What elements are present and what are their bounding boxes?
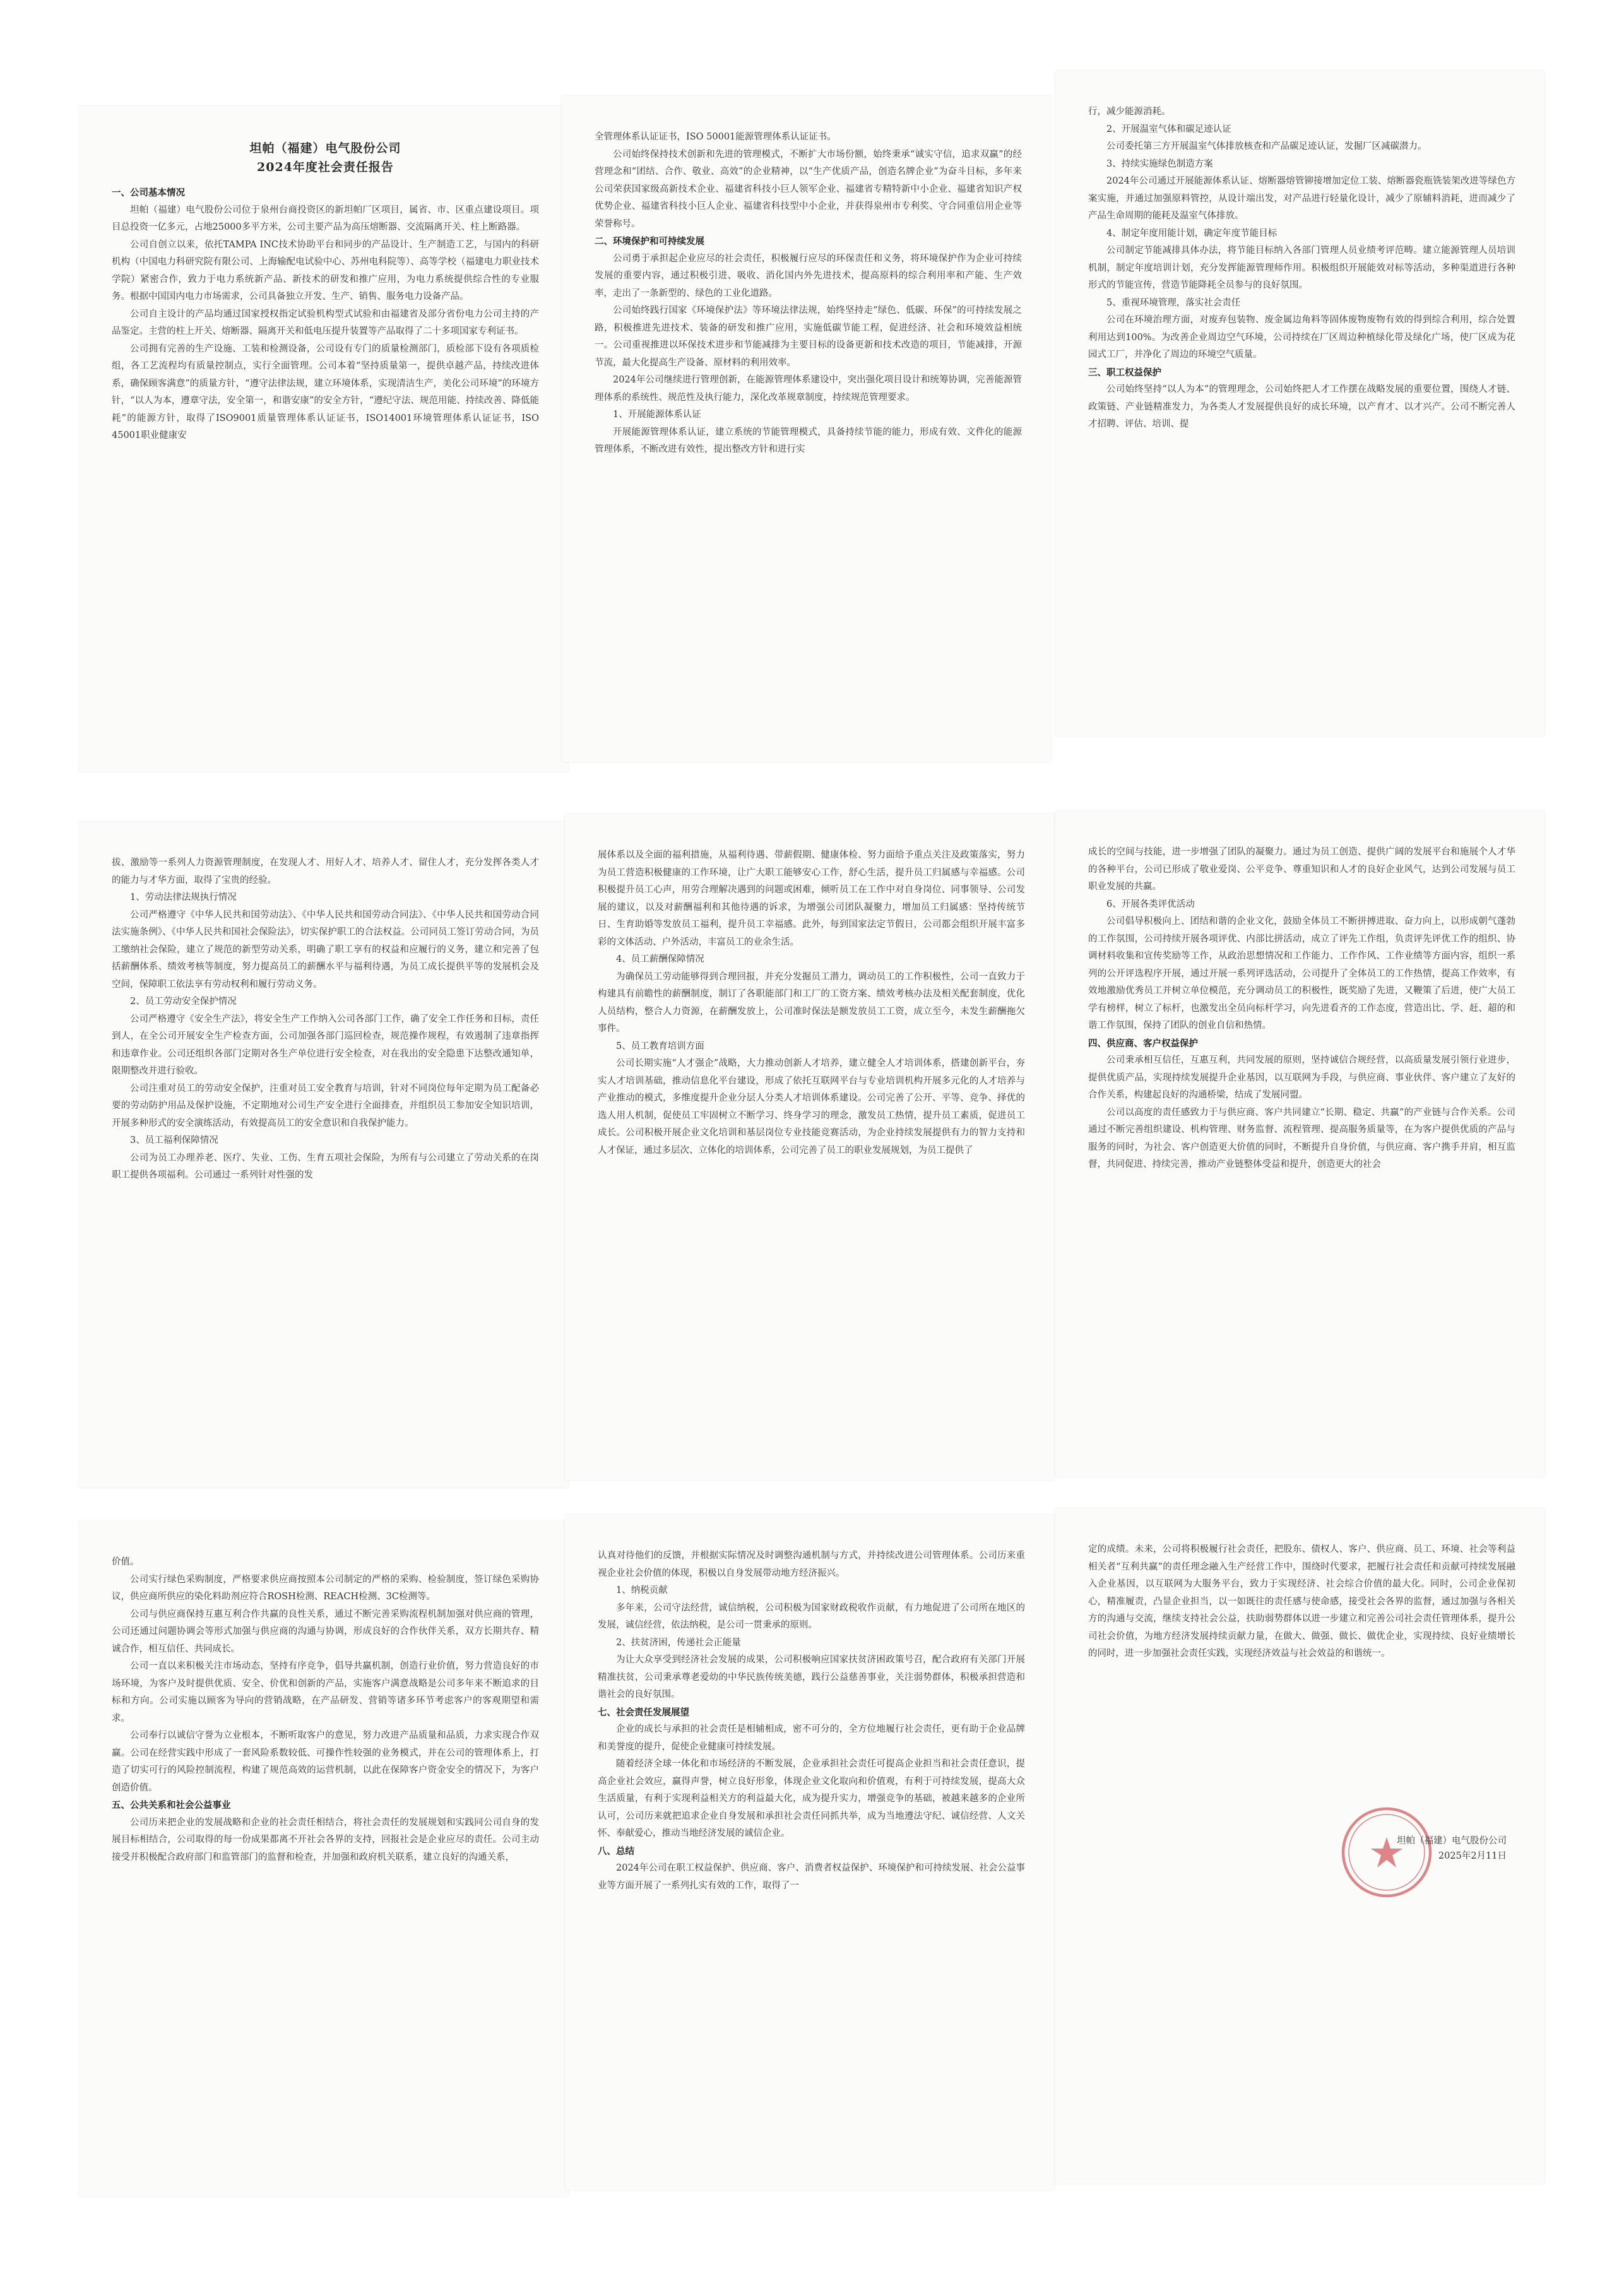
paragraph: 2024年公司在职工权益保护、供应商、客户、消费者权益保护、环境保护和可持续发展、社会公益事业等方面开展了一系列扎实有效的工作，取得了一 (598, 1863, 1025, 1891)
section-heading: 三、职工权益保护 (1088, 367, 1161, 378)
paragraph: 公司秉承相互信任，互惠互利，共同发展的原则，坚持诚信合规经营，以高质量发展引领行业进步，提供优质产品，实现持续发展提升企业基因，以互联网为手段，与供应商、事业伙伴、客户建立了友好的合作关系，构建起良好的沟通桥梁，结成了发展同盟。 (1088, 1055, 1515, 1100)
section-heading: 五、公共关系和社会公益事业 (112, 1800, 231, 1811)
report-page-9 (1055, 1508, 1544, 2184)
paragraph: 公司自创立以来，依托TAMPA INC技术协助平台和同步的产品设计、生产制造工艺，与国内的科研机构（中国电力科研究院有限公司、上海输配电试验中心、苏州电科院等）、高等学校（福建电力职业技术学院）紧密合作，致力于电力系统新产品、新技术的研发和推广应用，为电力系统提供综合性的专业服务。根据中国国内电力市场需求，公司具备独立开发、生产、销售、服务电力设备产品。 (112, 239, 539, 302)
subsection-heading: 4、员工薪酬保障情况 (616, 954, 704, 964)
subsection-heading: 2、扶贫济困，传递社会正能量 (616, 1637, 741, 1648)
paragraph-continuation: 全管理体系认证证书，ISO 50001能源管理体系认证证书。 (595, 132, 836, 142)
paragraph: 公司自主设计的产品均通过国家授权指定试验机构型式试验和由福建省及部分省份电力公司主持的产品鉴定。主营的柱上开关、熔断器、隔离开关和低电压提升装置等产品取得了二十多项国家专利证书。 (112, 309, 539, 336)
section-heading: 七、社会责任发展展望 (598, 1707, 689, 1718)
paragraph: 公司历来把企业的发展战略和企业的社会责任相结合，将社会责任的发展规划和实践同公司自身的发展目标相结合，公司取得的每一份成果都离不开社会各界的支持，回报社会是企业应尽的责任。公司主动接受并积极配合政府部门和监管部门的监督和检查，并加强和政府机关联系，建立良好的沟通关系， (112, 1817, 539, 1862)
report-title: 坦帕（福建）电气股份公司 (249, 141, 401, 155)
paragraph: 公司倡导积极向上、团结和谐的企业文化，鼓励全体员工不断拼搏进取、奋力向上，以形成朝气蓬勃的工作氛围，公司持续开展各项评优、内部比拼活动，成立了评先工作组，负责评先评优工作的组织、协调材料收集和宣传奖励等工作，从政治思想情况和工作能力、工作作风、工作业绩等方面内容，组织一系列的公开评选程序开展，通过开展一系列评选活动，公司提升了全体员工的工作热情，提高工作效率，有效地激励优秀员工并树立单位模范，充分调动员工的积极性，既奖励了先进，又鞭策了后进，使广大员工学有榜样，树立了标杆，也激发出全员向标杆学习，向先进看齐的工作态度，营造出比、学、赶、超的和谐工作氛围，保持了团队的创业自信和热情。 (1088, 916, 1515, 1031)
subsection-heading: 3、员工福利保障情况 (130, 1135, 218, 1145)
paragraph: 2024年公司通过开展能源体系认证、熔断器熔管铆接增加定位工装、熔断器瓷瓶铣装架改进等绿色方案实施，并通过加强原料管控，从设计端出发，对产品进行轻量化设计，减少了原辅料消耗，进而减少了产品生命周期的能耗及温室气体排放。 (1088, 176, 1515, 221)
report-page-7 (79, 1521, 568, 2196)
report-subtitle: 2024年度社会责任报告 (257, 160, 394, 174)
subsection-heading: 1、开展能源体系认证 (613, 410, 701, 420)
paragraph: 为确保员工劳动能够得到合理回报，并充分发掘员工潜力，调动员工的工作积极性，公司一直致力于构建具有前瞻性的薪酬制度，制订了各职能部门和工厂的工资方案、绩效考核办法及相关配套制度，优化人员结构，整合人力资源，在薪酬发放上，公司准时保法是额发放员工工资，成立至今，未发生薪酬拖欠事件。 (598, 971, 1025, 1034)
paragraph-continuation: 定的成绩。未来，公司将积极履行社会责任，把股东、债权人、客户、供应商、员工、环境、社会等利益相关者“互利共赢”的责任理念融入生产经营工作中，围绕时代要求，把履行社会责任和贡献可持续发展融入企业基因，以互联网为大服务平台，致力于实现经济、社会综合价值的最大化。同时，公司企业保初心，精准履责，凸显企业担当，以一如既往的责任感与使命感，接受社会各界的监督，通过加强与各相关方的沟通与交流，继续支持社会公益，扶助弱势群体以进一步建立和完善公司社会责任管理体系，提升公司社会价值，为地方经济发展持续贡献力量，在做大、做强、做长、做优企业，实现持续、良好业绩增长的同时，进一步加强社会责任实践，实现经济效益与社会效益的和谐统一。 (1088, 1544, 1515, 1659)
paragraph: 公司注重对员工的劳动安全保护，注重对员工安全教育与培训，针对不同岗位每年定期为员工配备必要的劳动防护用品及保护设施，不定期地对公司生产安全进行全面排查，并组织员工参加安全知识培训，开展多种形式的安全演练活动，有效提高员工的安全意识和自我保护能力。 (112, 1083, 539, 1128)
paragraph: 公司委托第三方开展温室气体排放核查和产品碳足迹认证，发掘厂区减碳潜力。 (1106, 141, 1427, 151)
signature-company: 坦帕（福建）电气股份公司 (1397, 1836, 1507, 1846)
report-page-2 (562, 96, 1051, 762)
paragraph-continuation: 价值。 (112, 1557, 139, 1567)
paragraph-continuation: 认真对待他们的反馈，并根据实际情况及时调整沟通机制与方式，并持续改进公司管理体系。公司历来重视企业社会价值的体现，积极以自身发展带动地方经济振兴。 (598, 1551, 1025, 1578)
subsection-heading: 3、持续实施绿色制造方案 (1106, 158, 1213, 169)
paragraph: 公司拥有完善的生产设施、工装和检测设备，公司设有专门的质量检测部门，质检部下设有各项质检组，各工艺流程均有质量控制点，实行全面管理。公司本着“坚持质量第一，提供卓越产品，持续改进体系，确保顾客满意”的质量方针，“遵守法律法规，建立环境体系，实现清洁生产，美化公司环境”的环境方针，“以人为本，遵章守法，安全第一，和谐安康”的安全方针，“遵纪守法、规范用能、持续改善、降低能耗”的能源方针，取得了ISO9001质量管理体系认证证书，ISO14001环境管理体系认证证书，ISO 45001职业健康安 (112, 343, 540, 441)
paragraph: 公司以高度的责任感致力于与供应商、客户共同建立“长期、稳定、共赢”的产业链与合作关系。公司通过不断完善组织建设、机构管理、财务监督、流程管理、提高服务质量等，在为客户提供优质的产品与服务的同时，为社会、客户创造更大价值的同时，不断提升自身价值，与供应商、客户携手并肩，相互监督，共同促进、持续完善，推动产业链整体受益和提升，创造更大的社会 (1088, 1107, 1515, 1169)
paragraph-continuation: 拔、激励等一系列人力资源管理制度，在发现人才、用好人才、培养人才、留住人才，充分发挥各类人才的能力与才华方面，取得了宝贵的经验。 (112, 858, 539, 885)
report-page-1 (79, 106, 568, 772)
section-heading: 二、环境保护和可持续发展 (595, 236, 704, 247)
paragraph: 开展能源管理体系认证，建立系统的节能管理模式，具备持续节能的能力，形成有效、文件化的能源管理体系，不断改进有效性，提出整改方针和进行实 (595, 427, 1022, 454)
paragraph: 多年来，公司守法经营，诚信纳税，公司积极为国家财政税收作贡献，有力地促进了公司所在地区的发展，诚信经营，依法纳税，是公司一贯秉承的原则。 (598, 1602, 1025, 1630)
subsection-heading: 2、开展温室气体和碳足迹认证 (1106, 124, 1231, 134)
paragraph: 公司勇于承担起企业应尽的社会责任，积极履行应尽的环保责任和义务，将环境保护作为企业可持续发展的重要内容，通过积极引进、吸收、消化国内外先进技术，提高原料的综合利用率和产能、生产效率，走出了一条新型的、绿色的工业化道路。 (595, 253, 1022, 299)
subsection-heading: 5、重视环境管理，落实社会责任 (1106, 297, 1241, 308)
paragraph-continuation: 成长的空间与技能，进一步增强了团队的凝聚力。通过为员工创造、提供广阔的发展平台和施展个人才华的各种平台，公司已形成了敬业爱岗、公平竞争、尊重知识和人才的良好企业风气，达到公司发展与员工职业发展的共赢。 (1088, 847, 1515, 892)
section-heading: 一、公司基本情况 (112, 187, 185, 198)
report-page-4 (79, 822, 568, 1488)
paragraph: 公司始终保持技术创新和先进的管理模式，不断扩大市场份额，始终秉承“诚实守信，追求双赢”的经营理念和“团结、合作、敬业、高效”的企业精神，以“生产优质产品，创造名牌企业”为奋斗目标，多年来公司荣获国家级高新技术企业、福建省科技小巨人领军企业、福建省专精特新中小企业、福建省知识产权优势企业、福建省科技小巨人企业、福建省科技型中小企业，并获得泉州市专利奖、守合同重信用企业等荣誉称号。 (595, 149, 1022, 229)
paragraph: 为让大众享受到经济社会发展的成果，公司积极响应国家扶贫济困政策号召，配合政府有关部门开展精准扶贫，公司秉承尊老爱幼的中华民族传统美德，践行公益慈善事业，关注弱势群体，积极承担营造和谐社会的良好氛围。 (598, 1655, 1025, 1700)
section-heading: 四、供应商、客户权益保护 (1088, 1038, 1198, 1049)
paragraph: 公司在环境治理方面，对废弃包装物、废金属边角料等固体废物废物有效的得到综合利用，综合处置利用达到100%。为改善企业周边空气环境，公司持续在厂区周边种植绿化带及绿化广场，使厂区成为花园式工厂，并净化了周边的环境空气质量。 (1088, 315, 1515, 360)
paragraph: 公司严格遵守《安全生产法》，将安全生产工作纳入公司各部门工作，确了安全工作任务和目标，责任到人，在全公司开展安全生产检查方面，公司加强各部门巡回检查，规范操作规程，有效遏制了违章指挥和违章作业。公司还组织各部门定期对各生产单位进行安全检查，对在我出的安全隐患下达整改通知单，限期整改并进行验收。 (112, 1014, 539, 1076)
paragraph: 公司长期实施“人才强企”战略，大力推动创新人才培养，建立健全人才培训体系，搭建创新平台，夯实人才培训基础，推动信息化平台建设，形成了依托互联网平台与专业培训机构开展多元化的人才培养与产业推动的模式，多维度提升企业分层人分类人才培训体系建设。公司完善了公开、平等、竞争、择优的选人用人机制，促使员工牢固树立不断学习、终身学习的理念，激发员工热情，提升员工素质，促进员工成长。公司积极开展企业文化培训和基层岗位专业技能竞赛活动，为企业持续发展提供有力的智力支持和人才保证，通过多层次、立体化的培训体系，公司完善了员工的职业发展规划，为员工提供了 (598, 1058, 1025, 1156)
report-page-6 (1055, 811, 1544, 1477)
report-page-8 (565, 1515, 1054, 2190)
subsection-heading: 1、劳动法律法规执行情况 (130, 892, 237, 902)
paragraph: 公司始终坚持“以人为本”的管理理念，公司始终把人才工作摆在战略发展的重要位置，围绕人才链、政策链、产业链精准发力，为各类人才发展提供良好的成长环境，以产育才、以才兴产。公司不断完善人才招聘、评估、培训、提 (1088, 384, 1515, 429)
subsection-heading: 4、制定年度用能计划，确定年度节能目标 (1106, 228, 1277, 239)
paragraph: 公司为员工办理养老、医疗、失业、工伤、生育五项社会保险，为所有与公司建立了劳动关系的在岗职工提供各项福利。公司通过一系列针对性强的发 (112, 1152, 539, 1180)
signature-date: 2025年2月11日 (1438, 1851, 1507, 1861)
paragraph: 公司奉行以诚信守誉为立业根本，不断听取客户的意见，努力改进产品质量和品质，力求实现合作双赢。公司在经营实践中形成了一套风险系数较低、可操作性较强的业务模式，并在公司的管理体系上，打造了切实可行的风险控制流程，构建了规范高效的运营机制，以此在保障客户资金安全的情况下，为客户创造价值。 (112, 1731, 539, 1793)
subsection-heading: 6、开展各类评优活动 (1106, 899, 1195, 909)
paragraph: 公司始终践行国家《环境保护法》等环境法律法规，始终坚持走“绿色、低碳、环保”的可持续发展之路，积极推进先进技术、装备的研发和推广应用，实施低碳节能工程，促进经济、社会和环境效益相统一。公司重视推进以环保技术进步和节能减排为主要目标的设备更新和技术改造的项目，节能减排，开源节流，最大化提高生产设备、原材料的利用效率。 (595, 305, 1022, 368)
paragraph: 公司严格遵守《中华人民共和国劳动法》、《中华人民共和国劳动合同法》、《中华人民共和国劳动合同法实施条例》、《中华人民共和国社会保险法》，切实保护职工的合法权益。公司同员工签订劳动合同，为员工缴纳社会保险，建立了规范的新型劳动关系，明确了职工享有的权益和应履行的义务，建立和完善了包括薪酬体系、绩效考核等制度，努力提高员工的薪酬水平与福利待遇，为员工成长提供平等的发展机会及空间，保障职工依法享有劳动权利和履行劳动义务。 (112, 909, 539, 990)
subsection-heading: 1、纳税贡献 (616, 1585, 668, 1595)
paragraph: 公司制定节能减排具体办法，将节能目标纳入各部门管理人员业绩考评范畴。建立能源管理人员培训机制，制定年度培训计划，充分发挥能源管理师作用。积极组织开展能效对标等活动，多种渠道进行各种形式的节能宣传，营造节能降耗全员参与的良好氛围。 (1088, 246, 1515, 290)
paragraph: 公司一直以来积极关注市场动态，坚持有序竞争，倡导共赢机制，创造行业价值，努力营造良好的市场环境，为客户及时提供优质、安全、价优和创新的产品，实施客户满意战略是公司多年来不断追求的目标和方向。公司实施以顾客为导向的营销战略，在产品研发、营销等诸多环节考虑客户的客观期望和需求。 (112, 1661, 539, 1724)
report-page-3 (1055, 71, 1544, 737)
paragraph: 坦帕（福建）电气股份公司位于泉州台商投资区的新坦帕厂区项目，属省、市、区重点建设项目。项目总投资一亿多元，占地25000多平方米，公司主要产品为高压熔断器、交流隔离开关、柱上断路器。 (112, 204, 539, 232)
paragraph: 企业的成长与承担的社会责任是相辅相成，密不可分的，全方位地履行社会责任，更有助于企业品牌和美誉度的提升，促使企业健康可持续发展。 (598, 1724, 1025, 1752)
subsection-heading: 5、员工教育培训方面 (616, 1041, 704, 1051)
paragraph: 公司实行绿色采购制度，严格要求供应商按照本公司制定的严格的采购、检验制度，签订绿色采购协议，供应商所供应的染化料助剂应符合ROSH检测、REACH检测、3C检测等。 (112, 1574, 539, 1602)
signature-block (1397, 1833, 1507, 1864)
report-page-5 (565, 814, 1054, 1480)
paragraph: 随着经济全球一体化和市场经济的不断发展，企业承担社会责任可提高企业担当和社会责任意识，提高企业社会效应，赢得声誉，树立良好形象，体现企业文化取向和价值观，有利于可持续发展，提高大众生活质量，有利于实现利益相关方的利益最大化，成为提升实力，增强竞争的基础，被越来越多的企业所认可，公司历来就把追求企业自身发展和承担社会责任同抓共举，成为当地遵法守纪、诚信经营、人文关怀、奉献爱心，推动当地经济发展的诚信企业。 (598, 1759, 1025, 1838)
paragraph-continuation: 展体系以及全面的福利措施，从福利待遇、带薪假期、健康体检、努力面给予重点关注及政策落实，努力为员工营造积极健康的工作环境，让广大职工能够安心工作，舒心生活，提升员工归属感与幸福感。公司积极提升员工心声，用劳合理解决遇到的问题或困难，倾听员工在工作中对自身岗位、同事领导、公司发展的建议，以及对薪酬福利和其他待遇的诉求，为增强公司团队凝聚力，增加员工归属感：坚持传统节日、生育助婚等发放员工福利，提升员工幸福感。此外，每到国家法定节假日，公司都会组织开展丰富多彩的文体活动、户外活动，丰富员工的业余生活。 (598, 850, 1025, 947)
paragraph-continuation: 行，减少能源消耗。 (1088, 107, 1171, 117)
section-heading: 八、总结 (598, 1845, 634, 1857)
subsection-heading: 2、员工劳动安全保护情况 (130, 997, 237, 1007)
paragraph: 2024年公司继续进行管理创新，在能源管理体系建设中，突出强化项目设计和统筹协调，完善能源管理体系的系统性、规范性及执行能力，深化改革规章制度，持续规范管理要求。 (595, 375, 1022, 403)
paragraph: 公司与供应商保持互惠互利合作共赢的良性关系，通过不断完善采购流程机制加强对供应商的管理，公司还通过问题协调会等形式加强与供应商的沟通与协调，形成良好的合作伙伴关系，双方长期共存、精诚合作，相互信任、共同成长。 (112, 1609, 539, 1654)
